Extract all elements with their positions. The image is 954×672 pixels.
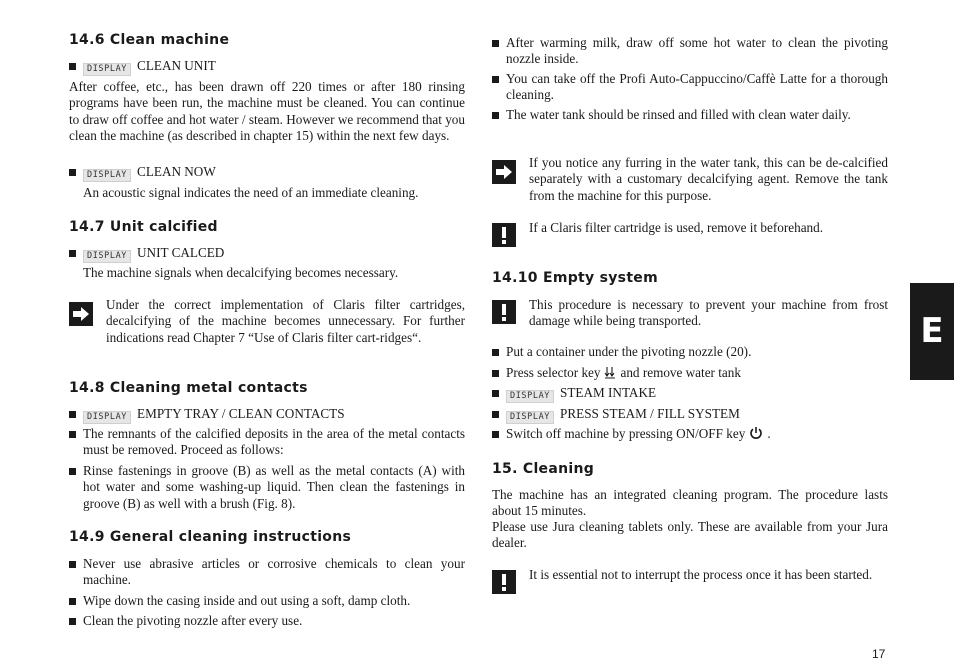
display-icon: DISPLAY — [506, 390, 554, 403]
list-item: The water tank should be rinsed and filled with clean water daily. — [492, 107, 888, 123]
exclamation-icon — [492, 300, 516, 324]
list-item: Never use abrasive articles or corrosive chemicals to clean your machine. — [69, 556, 465, 589]
arrow-right-icon — [69, 302, 93, 326]
section-title-clean-machine: 14.6 Clean machine — [69, 32, 230, 48]
arrow-right-icon — [492, 160, 516, 184]
bullet — [492, 40, 499, 47]
section-title-cleaning-metal-contacts: 14.8 Cleaning metal contacts — [69, 380, 308, 396]
display-icon: DISPLAY — [83, 63, 131, 76]
display-line-clean-now: DISPLAY CLEAN NOW — [69, 164, 465, 181]
section-title-unit-calcified: 14.7 Unit calcified — [69, 219, 218, 235]
display-icon: DISPLAY — [83, 169, 131, 182]
bullet — [69, 63, 76, 70]
clean-machine-paragraph: After coffee, etc., has been drawn off 220 times or after 180 rinsing programs have been run, the machine must be cleaned. You can continue to draw off coffee and hot water / steam. However we recommend that you clean the machine (as described in chapter 15) within the next few days. — [69, 79, 465, 143]
list-item: Clean the pivoting nozzle after every use. — [69, 613, 465, 629]
cleaning-paragraph-2: Please use Jura cleaning tablets only. These are available from your Jura dealer. — [492, 519, 888, 551]
language-tab: E — [910, 283, 954, 380]
bullet — [492, 112, 499, 119]
section-title-cleaning: 15. Cleaning — [492, 461, 595, 477]
selector-key-icon — [604, 366, 616, 383]
exclamation-icon — [492, 570, 516, 594]
bullet — [69, 618, 76, 625]
list-item: You can take off the Profi Auto-Cappuccino/Caffè Latte for a thorough cleaning. — [492, 71, 888, 104]
bullet — [69, 598, 76, 605]
section-title-empty-system: 14.10 Empty system — [492, 270, 658, 286]
list-item: The remnants of the calcified deposits in the area of the metal contacts must be removed. Proceed as follows: — [69, 426, 465, 459]
bullet — [69, 468, 76, 475]
bullet — [492, 411, 499, 418]
bullet — [492, 370, 499, 377]
bullet — [69, 411, 76, 418]
claris-note-text: Under the correct implementation of Claris filter cartridges, decalcifying of the machine becomes unnecessary. For further indications read Chapter 7 “Use of Claris filter cart-ridges“. — [106, 297, 465, 345]
list-item: Switch off machine by pressing ON/OFF key . — [492, 426, 888, 444]
decalcify-signal-text: The machine signals when decalcifying becomes necessary. — [83, 265, 399, 280]
exclamation-icon — [492, 223, 516, 247]
power-icon — [749, 426, 763, 444]
list-item: Put a container under the pivoting nozzle (20). — [492, 344, 888, 360]
list-item: Press selector key and remove water tank — [492, 365, 888, 383]
display-line-empty-tray: DISPLAY EMPTY TRAY / CLEAN CONTACTS — [69, 406, 465, 423]
bullet — [492, 349, 499, 356]
bullet — [492, 76, 499, 83]
list-item: Rinse fastenings in groove (B) as well as the metal contacts (A) with hot water and some washing-up liquid. Then clean the fastenings in groove (B) as well with a brush (Fig. 8). — [69, 463, 465, 512]
display-line-steam-intake: DISPLAY STEAM INTAKE — [492, 385, 888, 402]
acoustic-signal-text: An acoustic signal indicates the need of an immediate cleaning. — [83, 185, 419, 200]
display-icon: DISPLAY — [83, 250, 131, 263]
display-line-press-steam: DISPLAY PRESS STEAM / FILL SYSTEM — [492, 406, 888, 423]
bullet — [69, 169, 76, 176]
display-icon: DISPLAY — [506, 411, 554, 424]
page-number: 17 — [872, 647, 886, 661]
furring-note-text: If you notice any furring in the water tank, this can be de-calcified separately with a customary decalcifying agent. Remove the tank from the machine for this purpose. — [529, 155, 888, 203]
frost-warning-text: This procedure is necessary to prevent your machine from frost damage while being transported. — [529, 297, 888, 329]
bullet — [69, 561, 76, 568]
list-item: After warming milk, draw off some hot water to clean the pivoting nozzle inside. — [492, 35, 888, 68]
display-icon: DISPLAY — [83, 411, 131, 424]
section-title-general-cleaning: 14.9 General cleaning instructions — [69, 529, 352, 545]
display-line-unit-calced: DISPLAY UNIT CALCED — [69, 245, 465, 262]
cleaning-paragraph-1: The machine has an integrated cleaning program. The procedure lasts about 15 minutes. — [492, 487, 888, 519]
claris-warning-text: If a Claris filter cartridge is used, remove it beforehand. — [529, 220, 824, 235]
bullet — [69, 250, 76, 257]
bullet — [492, 390, 499, 397]
bullet — [69, 431, 76, 438]
bullet — [492, 431, 499, 438]
list-item: Wipe down the casing inside and out using a soft, damp cloth. — [69, 593, 465, 609]
display-line-clean-unit: DISPLAY CLEAN UNIT — [69, 58, 465, 75]
interrupt-warning-text: It is essential not to interrupt the process once it has been started. — [529, 567, 873, 582]
